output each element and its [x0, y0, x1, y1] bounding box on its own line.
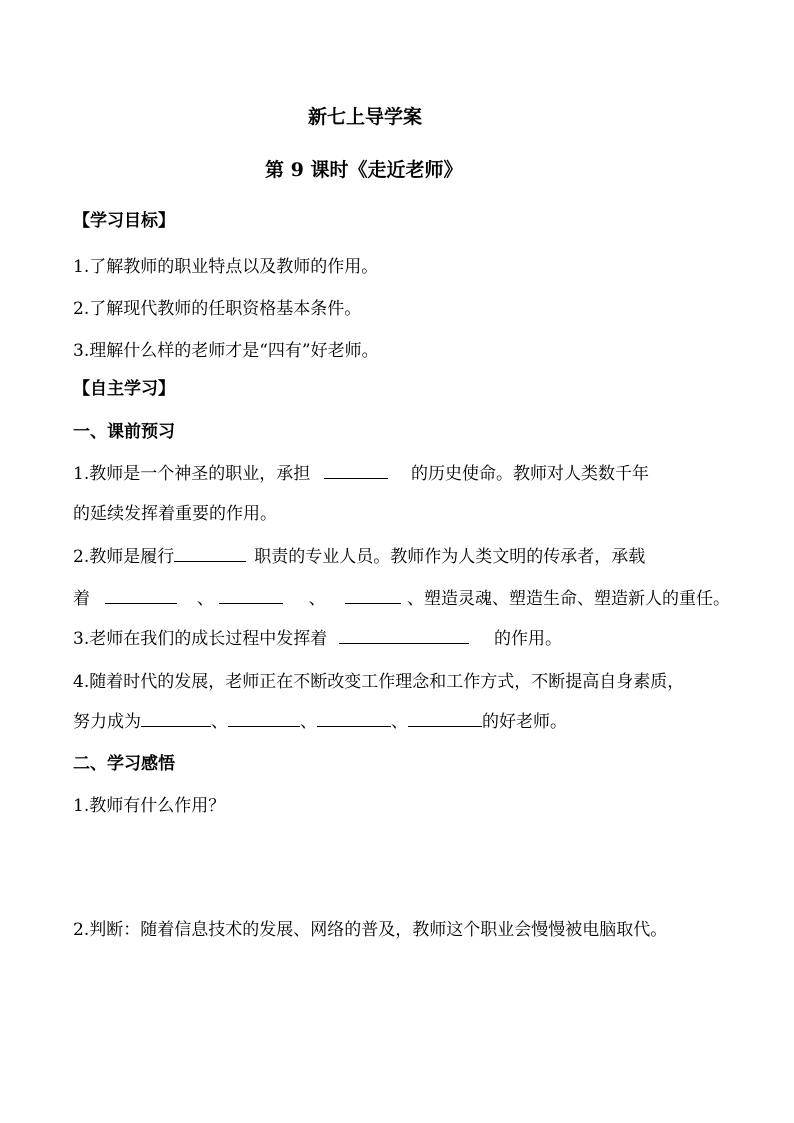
q4-text-c: 的好老师。 [482, 712, 567, 732]
q4-blank-2[interactable] [228, 712, 300, 727]
q2-sep-1: 、 [196, 589, 214, 609]
q4-sep-3: 、 [391, 712, 408, 732]
preview-question-1-line-1 [73, 462, 649, 486]
q2-text-b: 职责的专业人员。教师作为人类文明的传承者，承载 [254, 547, 646, 567]
q1-text-b: 的历史使命。教师对人类数千年 [411, 464, 650, 484]
q2-blank-duty[interactable] [174, 547, 246, 562]
q2-blank-1[interactable] [105, 589, 177, 604]
preview-heading: 一、课前预习 [73, 422, 175, 442]
lesson-subtitle: 第 9 课时《走近老师》 [265, 159, 463, 181]
self-study-heading: 【自主学习】 [73, 379, 175, 399]
q2-sep-2: 、 [308, 589, 326, 609]
q4-blank-3[interactable] [317, 712, 391, 727]
q4-sep-2: 、 [300, 712, 317, 732]
q2-text-a: 2.教师是履行 [73, 547, 175, 567]
insight-heading: 二、学习感悟 [73, 754, 175, 774]
q3-text-b: 的作用。 [494, 629, 563, 649]
insight-question-2: 2.判断：随着信息技术的发展、网络的普及，教师这个职业会慢慢被电脑取代。 [73, 920, 668, 940]
q4-sep-1: 、 [211, 712, 228, 732]
q4-blank-4[interactable] [408, 712, 482, 727]
q4-text-b: 努力成为 [73, 712, 141, 732]
q2-blank-2[interactable] [219, 589, 283, 604]
q4-text-a: 4.随着时代的发展，老师正在不断改变工作理念和工作方式，不断提高自身素质， [73, 672, 685, 692]
page-title: 新七上导学案 [308, 106, 423, 128]
q3-blank[interactable] [339, 629, 469, 644]
q2-blank-3[interactable] [345, 589, 401, 604]
objective-item-1: 1.了解教师的职业特点以及教师的作用。 [73, 257, 379, 277]
preview-question-2-line-1 [73, 545, 645, 569]
preview-question-2-line-2 [73, 587, 730, 611]
q2-text-c: 着 [73, 589, 90, 609]
q3-text-a: 3.老师在我们的成长过程中发挥着 [73, 629, 328, 649]
q2-text-d: 、塑造灵魂、塑造生命、塑造新人的重任。 [407, 589, 731, 609]
q1-text-a: 1.教师是一个神圣的职业，承担 [73, 464, 311, 484]
q4-blank-1[interactable] [141, 712, 211, 727]
q1-blank[interactable] [324, 464, 388, 479]
objective-item-2: 2.了解现代教师的任职资格基本条件。 [73, 299, 362, 319]
objectives-heading: 【学习目标】 [73, 211, 175, 231]
objective-item-3: 3.理解什么样的老师才是“四有”好老师。 [73, 341, 379, 361]
insight-question-1: 1.教师有什么作用？ [73, 796, 226, 816]
preview-question-3 [73, 627, 562, 651]
preview-question-4-line-2 [73, 710, 567, 734]
q1-text-c: 的延续发挥着重要的作用。 [73, 504, 277, 524]
